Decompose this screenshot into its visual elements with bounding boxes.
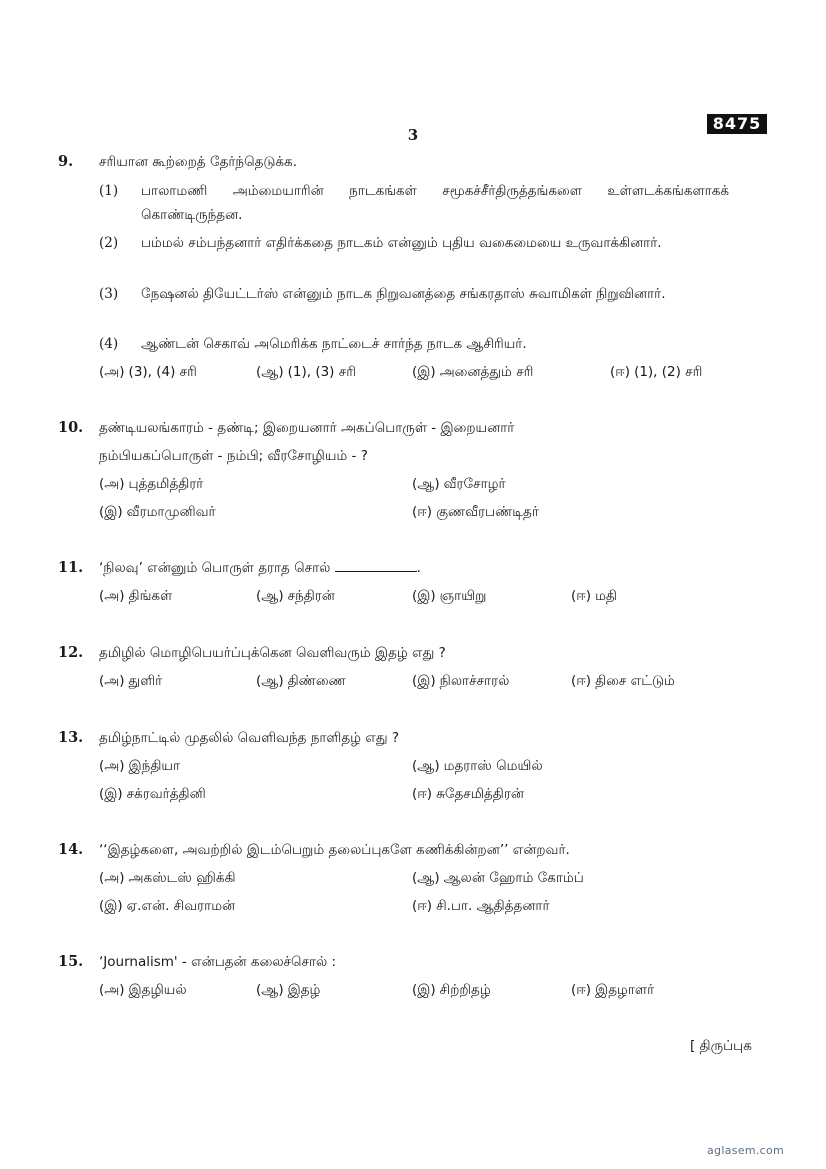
question-text: ‘‘இதழ்களை, அவற்றில் இடம்பெறும் தலைப்புகளே கணிக்கின்றன’’ என்றவர். xyxy=(99,842,570,858)
option-text: ஆலன் ஹோம் கோம்ப் xyxy=(443,870,584,886)
option-text: இந்தியா xyxy=(128,758,181,774)
question-number: 10. xyxy=(58,419,84,436)
option-a[interactable] xyxy=(99,669,162,693)
option-d[interactable] xyxy=(610,360,702,384)
option-text: மதராஸ் மெயில் xyxy=(443,758,543,774)
option-b[interactable] xyxy=(256,584,335,608)
question-number: 12. xyxy=(58,644,84,661)
option-a[interactable] xyxy=(99,754,180,778)
option-label: (ஆ) xyxy=(256,364,284,380)
option-label: (அ) xyxy=(99,588,125,604)
option-text: சிற்றிதழ் xyxy=(439,982,491,998)
option-label: (இ) xyxy=(412,364,436,380)
page-number: 3 xyxy=(407,126,419,144)
option-label: (அ) xyxy=(99,758,125,774)
option-text: இதழ் xyxy=(287,982,321,998)
option-b[interactable] xyxy=(256,669,346,693)
statement-3 xyxy=(99,282,729,306)
option-label: (அ) xyxy=(99,476,125,492)
option-d[interactable] xyxy=(571,669,675,693)
option-text: புத்தமித்திரர் xyxy=(128,476,204,492)
option-label: (ஈ) xyxy=(412,504,433,520)
option-b[interactable] xyxy=(412,866,584,890)
statement-number: (1) xyxy=(99,183,119,199)
option-text: சுதேசமித்திரன் xyxy=(436,786,524,802)
option-label: (ஈ) xyxy=(412,786,433,802)
question-number: 9. xyxy=(58,153,74,170)
option-text: ஞாயிறு xyxy=(439,588,487,604)
option-text: நிலாச்சாரல் xyxy=(439,673,510,689)
option-label: (ஈ) xyxy=(571,588,592,604)
option-label: (இ) xyxy=(99,898,123,914)
option-b[interactable] xyxy=(256,360,356,384)
option-text: சி.பா. ஆதித்தனார் xyxy=(436,898,550,914)
option-c[interactable] xyxy=(412,669,509,693)
statement-text: பாலாமணி அம்மையாரின் நாடகங்கள் சமூகச்சீர்திருத்தங்களை உள்ளடக்கங்களாகக் கொண்டிருந்தன. xyxy=(141,183,729,223)
option-text: வீரசோழர் xyxy=(443,476,506,492)
question-text-line-2: நம்பியகப்பொருள் - நம்பி; வீரசோழியம் - ? xyxy=(99,448,368,464)
statement-1 xyxy=(99,179,729,227)
option-label: (ஈ) xyxy=(412,898,433,914)
option-a[interactable] xyxy=(99,360,197,384)
option-text: இதழியல் xyxy=(128,982,187,998)
option-label: (ஈ) xyxy=(571,673,592,689)
option-c[interactable] xyxy=(412,360,533,384)
question-number: 14. xyxy=(58,841,84,858)
option-a[interactable] xyxy=(99,866,236,890)
option-label: (அ) xyxy=(99,982,125,998)
option-c[interactable] xyxy=(99,894,235,918)
statement-number: (3) xyxy=(99,286,119,302)
statement-number: (4) xyxy=(99,336,119,352)
statement-text: நேஷனல் தியேட்டர்ஸ் என்னும் நாடக நிறுவனத்தை சங்கரதாஸ் சுவாமிகள் நிறுவினார். xyxy=(141,286,666,302)
statement-text: பம்மல் சம்பந்தனார் எதிர்க்கதை நாடகம் என்னும் புதிய வகைமையை உருவாக்கினார். xyxy=(141,235,662,251)
option-c[interactable] xyxy=(99,500,216,524)
option-b[interactable] xyxy=(412,472,506,496)
option-text: இதழாளர் xyxy=(595,982,655,998)
option-a[interactable] xyxy=(99,472,203,496)
question-number: 11. xyxy=(58,559,84,576)
option-text: சந்திரன் xyxy=(287,588,335,604)
option-text: திசை எட்டும் xyxy=(595,673,675,689)
option-label: (ஈ) xyxy=(571,982,592,998)
option-text: சக்ரவர்த்தினி xyxy=(126,786,206,802)
option-text: அகஸ்டஸ் ஹிக்கி xyxy=(128,870,236,886)
question-text-end: . xyxy=(416,560,421,576)
turn-over-note: [ திருப்புக xyxy=(690,1038,752,1054)
option-text: ஏ.என். சிவராமன் xyxy=(126,898,236,914)
option-d[interactable] xyxy=(571,978,654,1002)
option-text: அனைத்தும் சரி xyxy=(439,364,534,380)
option-label: (ஆ) xyxy=(412,758,440,774)
option-label: (இ) xyxy=(412,673,436,689)
option-label: (அ) xyxy=(99,870,125,886)
option-a[interactable] xyxy=(99,978,187,1002)
option-label: (அ) xyxy=(99,673,125,689)
option-c[interactable] xyxy=(412,978,491,1002)
statement-text: ஆண்டன் செகாவ் அமெரிக்க நாட்டைச் சார்ந்த நாடக ஆசிரியர். xyxy=(141,336,527,352)
statement-2 xyxy=(99,231,729,255)
option-d[interactable] xyxy=(412,894,550,918)
option-c[interactable] xyxy=(412,584,486,608)
option-label: (இ) xyxy=(99,504,123,520)
option-label: (இ) xyxy=(412,982,436,998)
option-text: திங்கள் xyxy=(128,588,173,604)
option-label: (ஆ) xyxy=(412,476,440,492)
option-label: (அ) xyxy=(99,364,125,380)
option-text: திண்ணை xyxy=(287,673,346,689)
question-text: தமிழில் மொழிபெயர்ப்புக்கென வெளிவரும் இதழ் எது ? xyxy=(99,645,446,661)
option-label: (ஆ) xyxy=(256,673,284,689)
question-text-main: ‘நிலவு’ என்னும் பொருள் தராத சொல் xyxy=(99,560,331,576)
option-label: (ஆ) xyxy=(412,870,440,886)
question-text: ‘Journalism' - என்பதன் கலைச்சொல் : xyxy=(99,954,337,970)
option-text: (1), (3) சரி xyxy=(287,364,356,380)
statement-4 xyxy=(99,332,729,356)
option-label: (ஆ) xyxy=(256,982,284,998)
question-text: சரியான கூற்றைத் தேர்ந்தெடுக்க. xyxy=(99,154,297,170)
option-b[interactable] xyxy=(412,754,543,778)
option-b[interactable] xyxy=(256,978,320,1002)
answer-blank xyxy=(335,557,417,572)
option-c[interactable] xyxy=(99,782,206,806)
option-text: துளிர் xyxy=(128,673,163,689)
option-label: (ஈ) xyxy=(610,364,631,380)
watermark: aglasem.com xyxy=(707,1144,785,1157)
option-a[interactable] xyxy=(99,584,172,608)
paper-code-badge: 8475 xyxy=(707,114,767,134)
option-label: (இ) xyxy=(412,588,436,604)
question-text: தண்டியலங்காரம் - தண்டி; இறையனார் அகப்பொருள் - இறையனார் xyxy=(99,420,515,436)
option-text: (3), (4) சரி xyxy=(128,364,197,380)
question-number: 15. xyxy=(58,953,84,970)
question-number: 13. xyxy=(58,729,84,746)
option-label: (இ) xyxy=(99,786,123,802)
option-d[interactable] xyxy=(412,782,524,806)
option-text: குணவீரபண்டிதர் xyxy=(436,504,539,520)
option-text: மதி xyxy=(595,588,617,604)
question-text xyxy=(99,556,421,580)
option-d[interactable] xyxy=(571,584,617,608)
option-d[interactable] xyxy=(412,500,539,524)
option-text: வீரமாமுனிவர் xyxy=(126,504,216,520)
option-label: (ஆ) xyxy=(256,588,284,604)
statement-number: (2) xyxy=(99,235,119,251)
question-text: தமிழ்நாட்டில் முதலில் வெளிவந்த நாளிதழ் எது ? xyxy=(99,730,399,746)
option-text: (1), (2) சரி xyxy=(634,364,703,380)
